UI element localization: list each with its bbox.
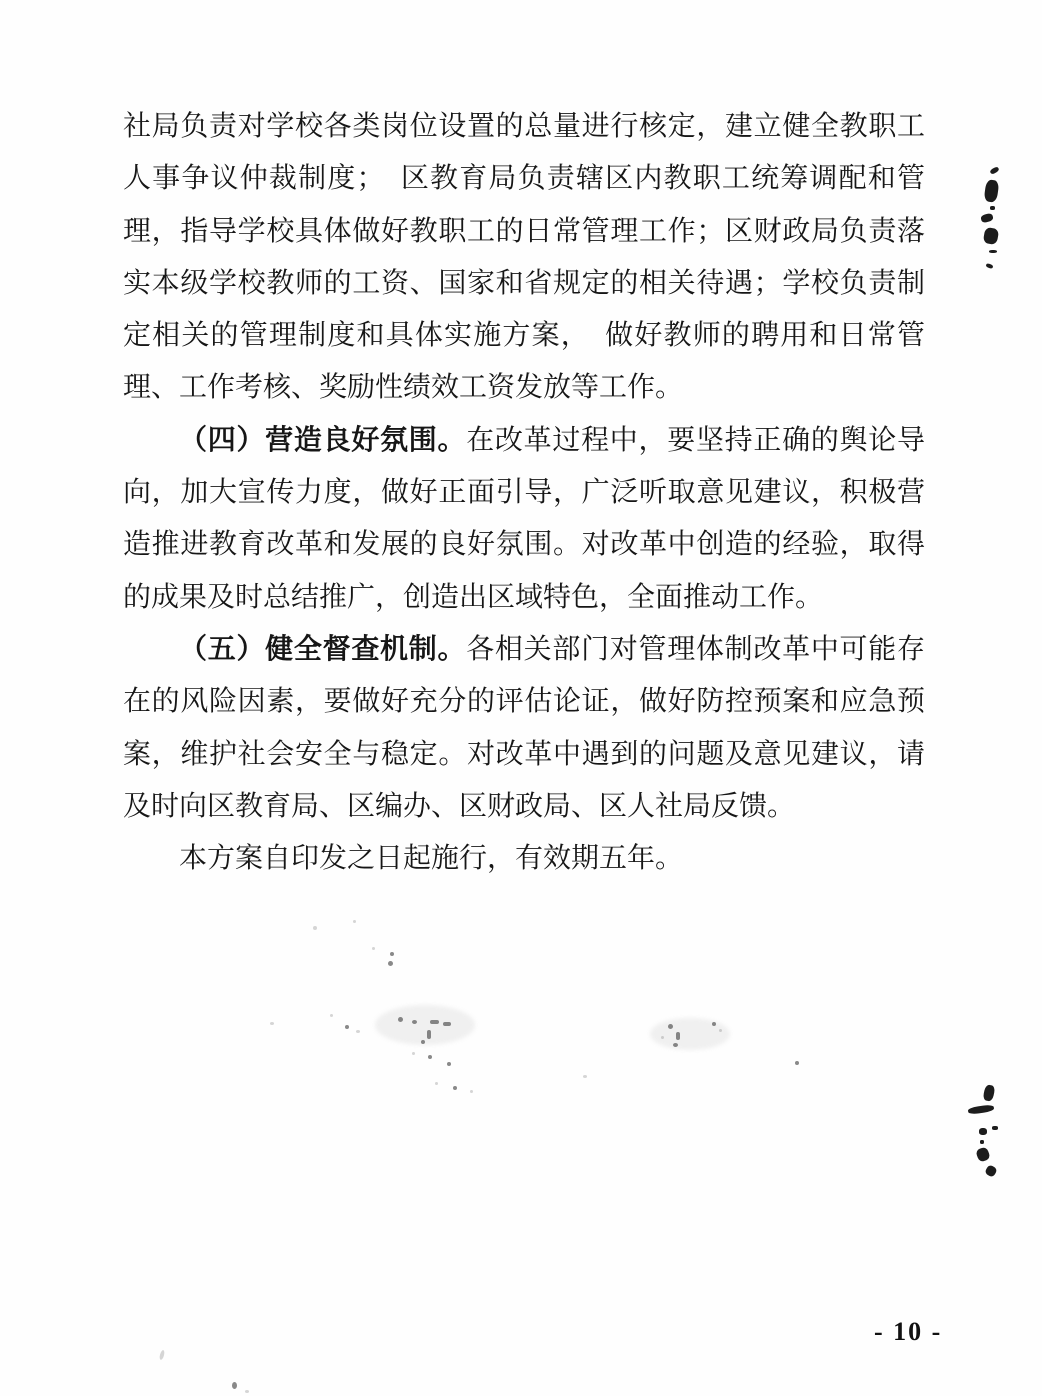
text-line: 实本级学校教师的工资、国家和省规定的相关待遇；学校负责制 [123,267,925,299]
text-line: 理，指导学校具体做好教职工的日常管理工作；区财政局负责落 [123,215,925,247]
closing-line: 本方案自印发之日起施行，有效期五年。 [179,843,684,875]
text-line: 在的风险因素，要做好充分的评估论证，做好防控预案和应急预 [123,686,925,718]
section-heading: （五）健全督查机制。 [179,633,467,665]
section-heading-line: （五）健全督查机制。各相关部门对管理体制改革中可能存 [179,633,925,665]
document-body [123,101,925,885]
text-line: 及时向区教育局、区编办、区财政局、区人社局反馈。 [123,790,796,822]
text-line: 造推进教育改革和发展的良好氛围。对改革中创造的经验，取得 [123,529,925,561]
text-line: 的成果及时总结推广，创造出区域特色，全面推动工作。 [123,581,824,613]
text-line: 人事争议仲裁制度； 区教育局负责辖区内教职工统筹调配和管 [123,163,925,195]
page-number: - 10 - [874,1317,943,1346]
text-line: 向，加大宣传力度，做好正面引导，广泛听取意见建议，积极营 [123,477,925,509]
section-heading-line: （四）营造良好氛围。在改革过程中，要坚持正确的舆论导 [179,424,925,456]
text-line: 定相关的管理制度和具体实施方案， 做好教师的聘用和日常管 [123,320,925,352]
text-line: 理、工作考核、奖励性绩效工资发放等工作。 [123,372,684,404]
section-heading: （四）营造良好氛围。 [179,424,467,456]
text-line: 社局负责对学校各类岗位设置的总量进行核定，建立健全教职工 [123,111,925,142]
text-line: 案，维护社会安全与稳定。对改革中遇到的问题及意见建议，请 [123,738,925,770]
